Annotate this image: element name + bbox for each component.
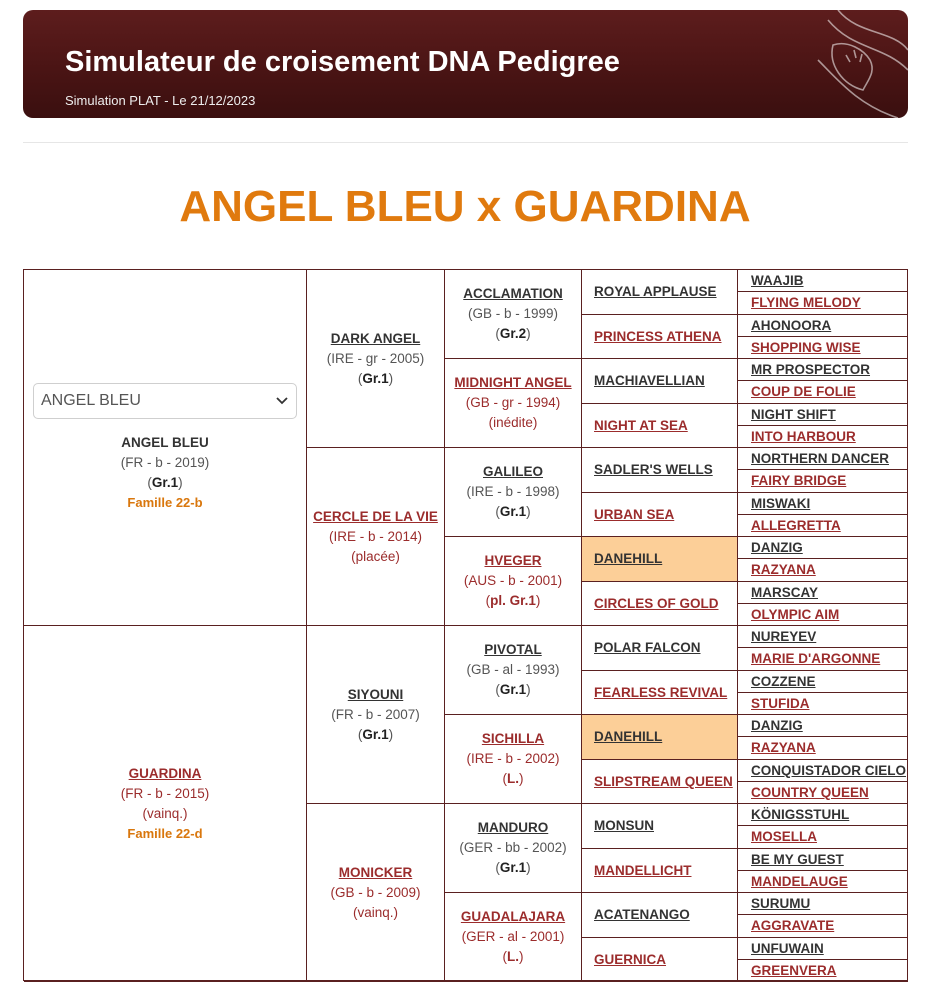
ancestor-cell (738, 715, 908, 737)
horse-grade-value: Gr.1 (362, 726, 389, 742)
horse-info: (IRE - gr - 2005) (326, 350, 425, 366)
horse-name-link[interactable]: MONICKER (338, 864, 413, 880)
ancestor-cell (582, 404, 738, 448)
horse-grade: (L.) (502, 949, 524, 964)
ancestor-cell (738, 404, 908, 426)
ancestor-cell (738, 826, 908, 849)
ancestor-cell (738, 426, 908, 448)
horse-name-link[interactable]: MANDELAUGE (751, 873, 848, 889)
horse-name-link[interactable]: MISWAKI (751, 495, 811, 511)
ancestor-cell (738, 960, 908, 982)
horse-name-link[interactable]: SLIPSTREAM QUEEN (594, 773, 733, 789)
horse-info: (GER - bb - 2002) (459, 840, 567, 855)
horse-name-link[interactable]: MARIE D'ARGONNE (751, 651, 881, 666)
chevron-down-icon (276, 391, 288, 411)
horse-name-link[interactable]: SIYOUNI (347, 686, 404, 702)
horse-name-link[interactable]: GUADALAJARA (460, 909, 566, 924)
ancestor-cell (738, 760, 908, 782)
horse-name-link[interactable]: SURUMU (751, 895, 811, 911)
horse-name-link[interactable]: GREENVERA (751, 962, 837, 978)
horse-name-link[interactable]: MR PROSPECTOR (751, 361, 871, 377)
horse-name-link[interactable]: WAAJIB (751, 272, 804, 288)
horse-name-link[interactable]: URBAN SEA (594, 506, 675, 522)
horse-grade: (Gr.1) (357, 370, 394, 386)
horse-name-link[interactable]: MANDELLICHT (594, 862, 692, 878)
horse-grade: (Gr.1) (495, 860, 531, 875)
ancestor-cell (307, 626, 445, 804)
horse-name-link[interactable]: COUNTRY QUEEN (751, 784, 869, 800)
ancestor-cell (582, 270, 738, 315)
horse-grade: (Gr.1) (495, 504, 531, 519)
horse-selector[interactable] (33, 383, 297, 419)
ancestor-cell (582, 315, 738, 359)
ancestor-cell (582, 671, 738, 715)
ancestor-cell (738, 737, 908, 760)
horse-name-link[interactable]: SHOPPING WISE (751, 339, 861, 355)
horse-name-link[interactable]: DANZIG (751, 539, 803, 555)
horse-name-link[interactable]: AGGRAVATE (751, 918, 835, 933)
ancestor-cell (738, 515, 908, 537)
ancestor-cell (582, 448, 738, 493)
horse-info: (IRE - b - 2014) (328, 528, 423, 544)
horse-info: (FR - b - 2007) (331, 706, 420, 722)
ancestor-cell (738, 381, 908, 404)
ancestor-cell (582, 626, 738, 671)
ancestor-cell (307, 270, 445, 448)
ancestor-cell (738, 871, 908, 893)
horse-grade-value: Gr.2 (499, 326, 527, 341)
horse-name-link[interactable]: GUARDINA (128, 765, 202, 781)
ancestor-cell (738, 448, 908, 470)
ancestor-cell (582, 537, 738, 582)
ancestor-cell (738, 693, 908, 715)
ancestor-cell (582, 359, 738, 404)
horse-info: (GB - b - 2009) (330, 884, 421, 900)
horse-name-link[interactable]: NIGHT AT SEA (594, 417, 688, 433)
horse-name-link[interactable]: FAIRY BRIDGE (751, 473, 847, 488)
horse-name-link[interactable]: FLYING MELODY (751, 295, 861, 310)
ancestor-cell (582, 938, 738, 982)
horse-grade-value: pl. Gr.1 (490, 593, 536, 608)
horse-name-link[interactable]: ACCLAMATION (463, 286, 563, 301)
horse-name-link[interactable]: CONQUISTADOR CIELO (751, 762, 906, 778)
dna-horse-logo-icon (798, 10, 908, 118)
ancestor-cell (445, 270, 582, 359)
horse-name-link[interactable]: COUP DE FOLIE (751, 384, 856, 399)
horse-name-link[interactable]: GALILEO (483, 464, 543, 479)
horse-name-link[interactable]: OLYMPIC AIM (751, 606, 840, 622)
ancestor-cell (307, 804, 445, 982)
horse-name-link[interactable]: KÖNIGSSTUHL (751, 806, 850, 822)
ancestor-cell (738, 782, 908, 804)
horse-name-link[interactable]: DANEHILL (594, 551, 663, 566)
horse-info: (FR - b - 2019) (120, 454, 210, 470)
ancestor-cell (445, 893, 582, 982)
horse-name-link[interactable]: MIDNIGHT ANGEL (454, 375, 572, 390)
ancestor-cell (582, 893, 738, 938)
famille-label: Famille 22-d (127, 825, 203, 841)
ancestor-cell (738, 582, 908, 604)
horse-name-link[interactable]: ALLEGRETTA (751, 517, 841, 533)
app-header (23, 10, 908, 118)
horse-grade: (placée) (351, 548, 400, 564)
horse-grade: (Gr.1) (147, 474, 183, 490)
ancestor-cell (582, 849, 738, 893)
horse-grade: (inédite) (488, 415, 538, 430)
horse-name-link[interactable]: PIVOTAL (484, 642, 542, 657)
horse-grade: (vainq.) (142, 805, 188, 821)
horse-info: (GB - b - 1999) (467, 306, 559, 321)
horse-name-link[interactable]: DANZIG (751, 717, 803, 733)
horse-name-link[interactable]: GUERNICA (594, 951, 667, 967)
horse-name-link[interactable]: ROYAL APPLAUSE (594, 284, 717, 299)
horse-name-link[interactable]: PRINCESS ATHENA (594, 328, 722, 344)
horse-info: (GER - al - 2001) (461, 929, 565, 944)
horse-name-link[interactable]: STUFIDA (751, 695, 810, 711)
ancestor-cell (738, 359, 908, 381)
ancestor-cell (445, 537, 582, 626)
ancestor-cell (582, 582, 738, 626)
ancestor-cell (738, 915, 908, 938)
horse-name-link[interactable]: DARK ANGEL (330, 330, 421, 346)
horse-name-link[interactable]: INTO HARBOUR (751, 428, 856, 444)
horse-name-link[interactable]: FEARLESS REVIVAL (594, 684, 728, 700)
subject-cell-dam (24, 626, 307, 982)
horse-grade-value: Gr.1 (499, 860, 527, 875)
horse-grade: (Gr.1) (357, 726, 394, 742)
horse-grade: (Gr.2) (495, 326, 531, 341)
horse-info: (GB - al - 1993) (466, 662, 560, 677)
subject-cell-sire (24, 270, 307, 626)
horse-grade-value: L. (507, 949, 519, 964)
horse-name-link[interactable]: UNFUWAIN (751, 940, 824, 956)
horse-info: (IRE - b - 2002) (466, 751, 560, 766)
horse-grade-value: L. (507, 771, 519, 786)
horse-name-link[interactable]: POLAR FALCON (594, 640, 701, 655)
horse-name-link[interactable]: COZZENE (751, 673, 816, 689)
ancestor-cell (738, 648, 908, 671)
ancestor-cell (582, 715, 738, 760)
horse-name-link[interactable]: MANDURO (477, 820, 549, 835)
horse-grade-value: Gr.1 (362, 370, 389, 386)
ancestor-cell (738, 315, 908, 337)
horse-info: (IRE - b - 1998) (466, 484, 560, 499)
horse-info: (FR - b - 2015) (120, 785, 210, 801)
horse-name-link[interactable]: CERCLE DE LA VIE (313, 508, 438, 524)
ancestor-cell (738, 470, 908, 493)
ancestor-cell (582, 804, 738, 849)
ancestor-cell (738, 292, 908, 315)
famille-label: Famille 22-b (127, 494, 203, 510)
pedigree-grid (23, 269, 908, 981)
horse-info: (GB - gr - 1994) (465, 395, 561, 410)
ancestor-cell (738, 604, 908, 626)
header-divider (23, 142, 908, 143)
ancestor-cell (738, 337, 908, 359)
simulation-subtitle: Simulation PLAT - Le 21/12/2023 (65, 93, 256, 108)
horse-name-link[interactable]: MACHIAVELLIAN (594, 373, 705, 388)
ancestor-cell (582, 493, 738, 537)
horse-name-link[interactable]: RAZYANA (751, 740, 816, 755)
cross-title: ANGEL BLEU x GUARDINA (179, 182, 751, 231)
horse-name-link[interactable]: ACATENANGO (594, 907, 690, 922)
horse-name-link[interactable]: SADLER'S WELLS (594, 462, 713, 477)
ancestor-cell (445, 715, 582, 804)
ancestor-cell (582, 760, 738, 804)
ancestor-cell (738, 626, 908, 648)
horse-grade-value: Gr.1 (499, 504, 527, 519)
horse-grade: (vainq.) (352, 904, 398, 920)
ancestor-cell (738, 671, 908, 693)
horse-grade: (pl. Gr.1) (485, 593, 541, 608)
horse-selector-value: ANGEL BLEU (41, 391, 141, 409)
ancestor-cell (738, 559, 908, 582)
horse-name-link[interactable]: NUREYEV (751, 628, 817, 644)
ancestor-cell (445, 448, 582, 537)
horse-grade: (L.) (502, 771, 524, 786)
ancestor-cell (738, 270, 908, 292)
ancestor-cell (738, 493, 908, 515)
horse-name-link[interactable]: MOSELLA (751, 829, 817, 844)
horse-name-link[interactable]: NIGHT SHIFT (751, 406, 836, 422)
ancestor-cell (445, 359, 582, 448)
horse-name-link[interactable]: MARSCAY (751, 584, 819, 600)
horse-name-link[interactable]: CIRCLES OF GOLD (594, 595, 719, 611)
horse-grade-value: Gr.1 (499, 682, 527, 697)
horse-name-link[interactable]: RAZYANA (751, 562, 816, 577)
horse-info: (AUS - b - 2001) (463, 573, 563, 588)
horse-grade-value: Gr.1 (151, 474, 179, 490)
ancestor-cell (738, 804, 908, 826)
horse-name-link[interactable]: MONSUN (594, 818, 654, 833)
ancestor-cell (738, 893, 908, 915)
ancestor-cell (738, 537, 908, 559)
horse-name-link[interactable]: BE MY GUEST (751, 851, 844, 867)
ancestor-cell (307, 448, 445, 626)
horse-grade: (Gr.1) (495, 682, 531, 697)
horse-name-link: ANGEL BLEU (121, 434, 209, 450)
ancestor-cell (738, 938, 908, 960)
ancestor-cell (738, 849, 908, 871)
horse-name-link[interactable]: SICHILLA (481, 731, 545, 746)
horse-name-link[interactable]: DANEHILL (594, 729, 663, 744)
horse-name-link[interactable]: NORTHERN DANCER (751, 450, 889, 466)
horse-name-link[interactable]: HVEGER (484, 553, 542, 568)
app-title: Simulateur de croisement DNA Pedigree (65, 46, 620, 78)
ancestor-cell (445, 804, 582, 893)
ancestor-cell (445, 626, 582, 715)
horse-name-link[interactable]: AHONOORA (751, 317, 832, 333)
